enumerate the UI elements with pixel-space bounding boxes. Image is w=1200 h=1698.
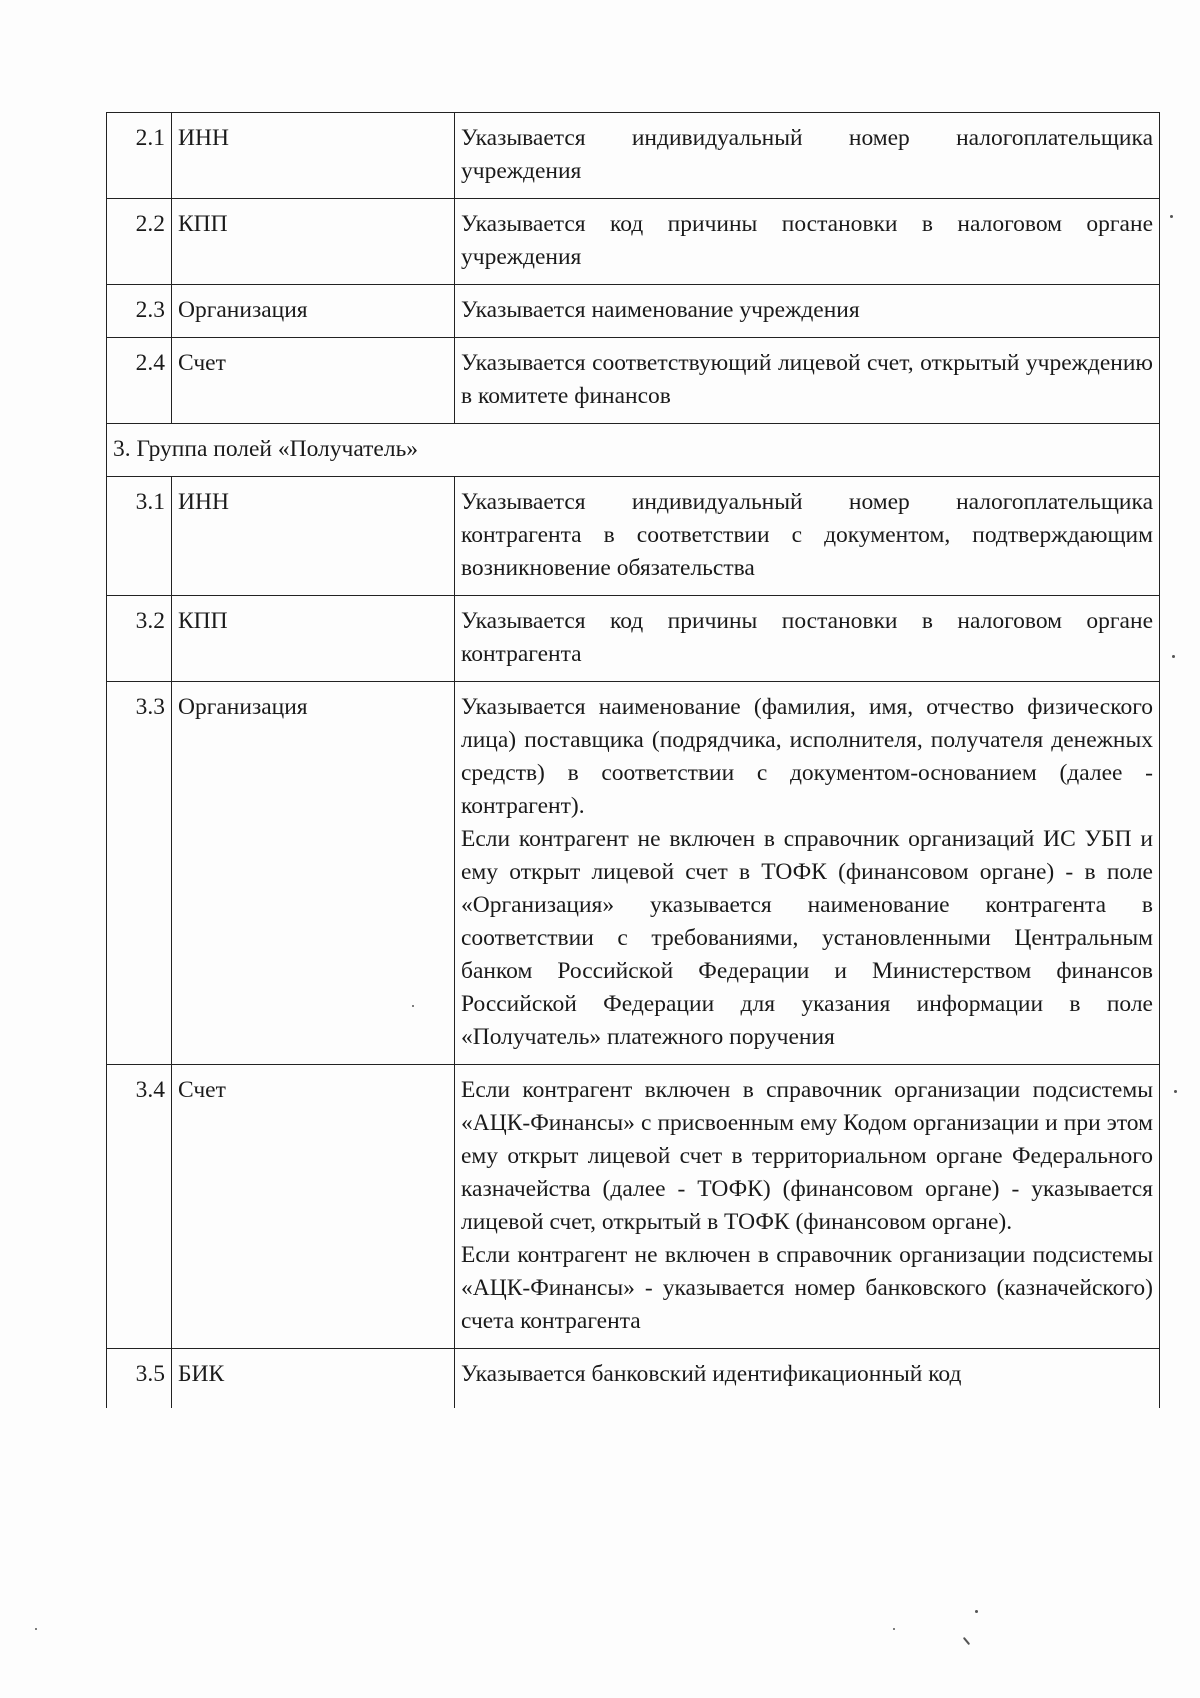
- row-number: 3.5: [107, 1349, 172, 1409]
- field-name: Счет: [172, 1065, 455, 1349]
- table-row: [107, 338, 1160, 424]
- field-name: Организация: [172, 285, 455, 338]
- field-name: БИК: [172, 1349, 455, 1409]
- description-paragraph: Если контрагент не включен в справочник организаций ИС УБП и ему открыт лицевой счет в ТОФК (финансовом органе) - в поле «Организация» указывается наименование контрагента в соответствии с требованиями, установленными Центральным банком Российской Федерации и Министерством финансов Российской Федерации для указания информации в поле «Получатель» платежного поручения: [461, 826, 1153, 1050]
- field-description: [455, 113, 1160, 199]
- scan-speck: [975, 1610, 978, 1613]
- field-description: [455, 1349, 1160, 1409]
- field-name: ИНН: [172, 113, 455, 199]
- row-number: 2.4: [107, 338, 172, 424]
- row-number: 3.2: [107, 596, 172, 682]
- scan-speck: [1170, 215, 1173, 218]
- description-paragraph: Указывается индивидуальный номер налогоплательщика контрагента в соответствии с документом, подтверждающим возникновение обязательства: [461, 489, 1153, 581]
- description-paragraph: Указывается банковский идентификационный код: [461, 1361, 962, 1387]
- table-row: [107, 682, 1160, 1065]
- field-description: [455, 682, 1160, 1065]
- scan-speck: [893, 1628, 895, 1630]
- field-name: КПП: [172, 199, 455, 285]
- row-number: 2.2: [107, 199, 172, 285]
- fields-table: [106, 112, 1160, 1408]
- description-paragraph: Если контрагент не включен в справочник организации подсистемы «АЦК-Финансы» - указывается номер банковского (казначейского) счета контрагента: [461, 1242, 1153, 1334]
- field-name: Организация: [172, 682, 455, 1065]
- description-paragraph: Если контрагент включен в справочник организации подсистемы «АЦК-Финансы» с присвоенным ему Кодом организации и при этом ему открыт лицевой счет в территориальном органе Федерального казначейства (далее - ТОФК) (финансовом органе) - указывается лицевой счет, открытый в ТОФК (финансовом органе).: [461, 1077, 1153, 1235]
- scan-speck: [412, 1005, 414, 1007]
- group-header-row: [107, 424, 1160, 477]
- row-number: 3.4: [107, 1065, 172, 1349]
- field-name: Счет: [172, 338, 455, 424]
- field-description: [455, 596, 1160, 682]
- description-paragraph: Указывается код причины постановки в налоговом органе контрагента: [461, 608, 1153, 667]
- field-description: [455, 477, 1160, 596]
- table-row: [107, 596, 1160, 682]
- row-number: 3.3: [107, 682, 172, 1065]
- description-paragraph: Указывается соответствующий лицевой счет, открытый учреждению в комитете финансов: [461, 350, 1153, 409]
- scan-speck: [1172, 655, 1175, 658]
- scan-speck: [1174, 1090, 1177, 1093]
- table-row: [107, 477, 1160, 596]
- row-number: 2.3: [107, 285, 172, 338]
- table-row: [107, 285, 1160, 338]
- field-description: [455, 338, 1160, 424]
- group-title: 3. Группа полей «Получатель»: [107, 424, 1160, 477]
- table-row: [107, 1065, 1160, 1349]
- description-paragraph: Указывается наименование учреждения: [461, 297, 860, 323]
- description-paragraph: Указывается индивидуальный номер налогоплательщика учреждения: [461, 125, 1153, 184]
- scan-speck: [35, 1628, 37, 1630]
- description-paragraph: Указывается код причины постановки в налоговом органе учреждения: [461, 211, 1153, 270]
- description-paragraph: Указывается наименование (фамилия, имя, отчество физического лица) поставщика (подрядчика, исполнителя, получателя денежных средств) в соответствии с документом-основанием (далее - контрагент).: [461, 694, 1153, 819]
- field-description: [455, 1065, 1160, 1349]
- field-description: [455, 285, 1160, 338]
- field-name: КПП: [172, 596, 455, 682]
- row-number: 3.1: [107, 477, 172, 596]
- field-description: [455, 199, 1160, 285]
- table-row: [107, 1349, 1160, 1409]
- table-row: [107, 199, 1160, 285]
- table-row: [107, 113, 1160, 199]
- scan-speck: [963, 1637, 970, 1645]
- row-number: 2.1: [107, 113, 172, 199]
- field-name: ИНН: [172, 477, 455, 596]
